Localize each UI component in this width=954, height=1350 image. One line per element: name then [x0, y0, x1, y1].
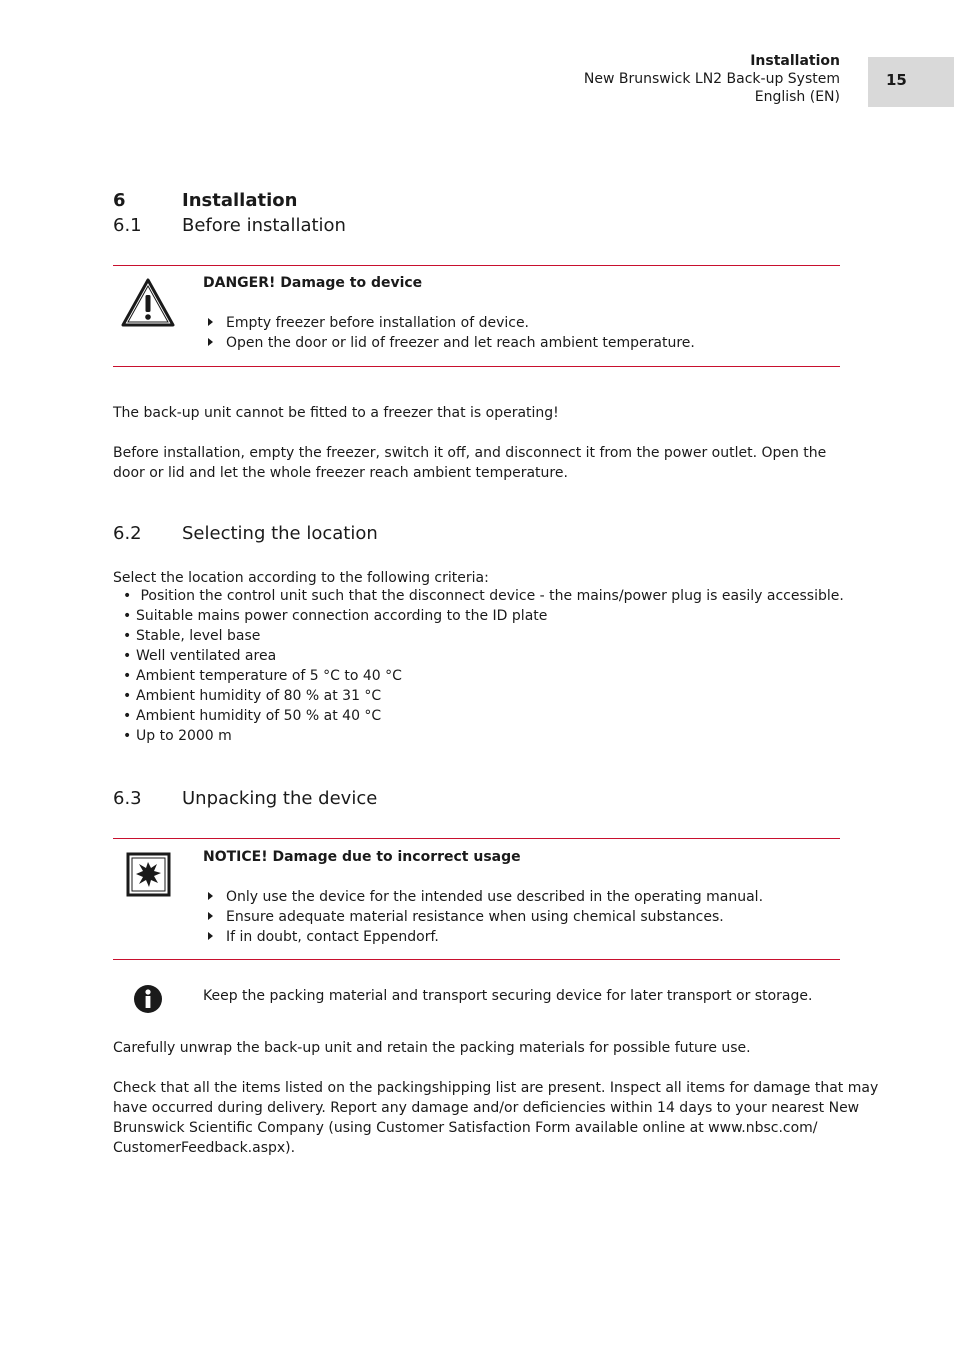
header-product: New Brunswick LN2 Back-up System — [583, 71, 840, 87]
section-6-3-heading — [113, 788, 377, 809]
notice-item-text: If in doubt, contact Eppendorf. — [226, 929, 439, 945]
paragraph: Select the location according to the following criteria: — [113, 570, 489, 586]
section-6-3-number: 6.3 — [113, 788, 142, 809]
list-item-text: Well ventilated area — [136, 648, 277, 664]
notice-title: NOTICE! Damage due to incorrect usage — [203, 849, 521, 865]
arrow-bullet-icon — [208, 338, 213, 346]
chapter-number: 6 — [113, 190, 126, 211]
chapter-title: Installation — [182, 190, 298, 211]
header-language: English (EN) — [754, 89, 840, 105]
danger-box-top-rule — [113, 265, 840, 266]
warning-triangle-icon — [121, 278, 175, 328]
danger-item-text: Empty freezer before installation of device. — [226, 315, 530, 331]
notice-item — [208, 929, 439, 945]
notice-item — [208, 889, 763, 905]
section-6-1-number: 6.1 — [113, 215, 142, 236]
page-number: 15 — [886, 71, 907, 89]
list-item: • Position the control unit such that the disconnect device - the mains/power plug is easily accessible. — [123, 588, 844, 604]
header-section: Installation — [750, 53, 840, 69]
list-item-text: Ambient temperature of 5 °C to 40 °C — [136, 668, 402, 684]
danger-item — [208, 315, 529, 331]
section-6-2-heading — [113, 523, 378, 544]
arrow-bullet-icon — [208, 932, 213, 940]
danger-title: DANGER! Damage to device — [203, 275, 423, 291]
list-item: • Stable, level base — [123, 628, 261, 644]
paragraph: Carefully unwrap the back-up unit and retain the packing materials for possible future use. — [113, 1040, 751, 1056]
chapter-heading — [113, 190, 297, 211]
section-6-1-heading — [113, 215, 346, 236]
arrow-bullet-icon — [208, 318, 213, 326]
list-item-text: Ambient humidity of 80 % at 31 °C — [136, 688, 382, 704]
section-6-2-title: Selecting the location — [182, 523, 378, 544]
list-item-text: Suitable mains power connection according to the ID plate — [136, 608, 548, 624]
arrow-bullet-icon — [208, 912, 213, 920]
list-item: • Suitable mains power connection according to the ID plate — [123, 608, 548, 624]
notice-box-top-rule — [113, 838, 840, 839]
notice-item — [208, 909, 724, 925]
list-item: • Well ventilated area — [123, 648, 277, 664]
danger-item — [208, 335, 695, 351]
info-text: Keep the packing material and transport securing device for later transport or storage. — [203, 988, 813, 1004]
notice-item-text: Only use the device for the intended use described in the operating manual. — [226, 889, 764, 905]
arrow-bullet-icon — [208, 892, 213, 900]
paragraph: CustomerFeedback.aspx). — [113, 1140, 296, 1156]
list-item-text: Stable, level base — [136, 628, 261, 644]
list-item-text: Position the control unit such that the disconnect device - the mains/power plug is easily accessible. — [136, 588, 844, 604]
paragraph: Before installation, empty the freezer, switch it off, and disconnect it from the power outlet. Open the door or lid and let the whole freezer reach ambient temperature. — [113, 445, 827, 481]
notice-item-text: Ensure adequate material resistance when using chemical substances. — [226, 909, 724, 925]
list-item-text: Up to 2000 m — [136, 728, 232, 744]
section-6-2-number: 6.2 — [113, 523, 142, 544]
paragraph: Brunswick Scientific Company (using Customer Satisfaction Form available online at www.nbsc.com/ — [113, 1120, 818, 1136]
list-item: • Ambient temperature of 5 °C to 40 °C — [123, 668, 402, 684]
section-6-1-title: Before installation — [182, 215, 346, 236]
paragraph: The back-up unit cannot be fitted to a freezer that is operating! — [113, 405, 559, 421]
danger-item-text: Open the door or lid of freezer and let reach ambient temperature. — [226, 335, 695, 351]
page-number-box — [868, 57, 954, 107]
list-item-text: Ambient humidity of 50 % at 40 °C — [136, 708, 382, 724]
list-item: • Ambient humidity of 50 % at 40 °C — [123, 708, 382, 724]
info-icon — [133, 984, 163, 1014]
paragraph: Check that all the items listed on the packingshipping list are present. Inspect all items for damage that may — [113, 1080, 879, 1096]
notice-box-bottom-rule — [113, 959, 840, 960]
section-6-3-title: Unpacking the device — [182, 788, 378, 809]
danger-box-bottom-rule — [113, 366, 840, 367]
notice-damage-icon — [126, 852, 171, 897]
paragraph: have occurred during delivery. Report any damage and/or deficiencies within 14 days to your nearest New — [113, 1100, 860, 1116]
list-item: • Up to 2000 m — [123, 728, 232, 744]
list-item: • Ambient humidity of 80 % at 31 °C — [123, 688, 382, 704]
